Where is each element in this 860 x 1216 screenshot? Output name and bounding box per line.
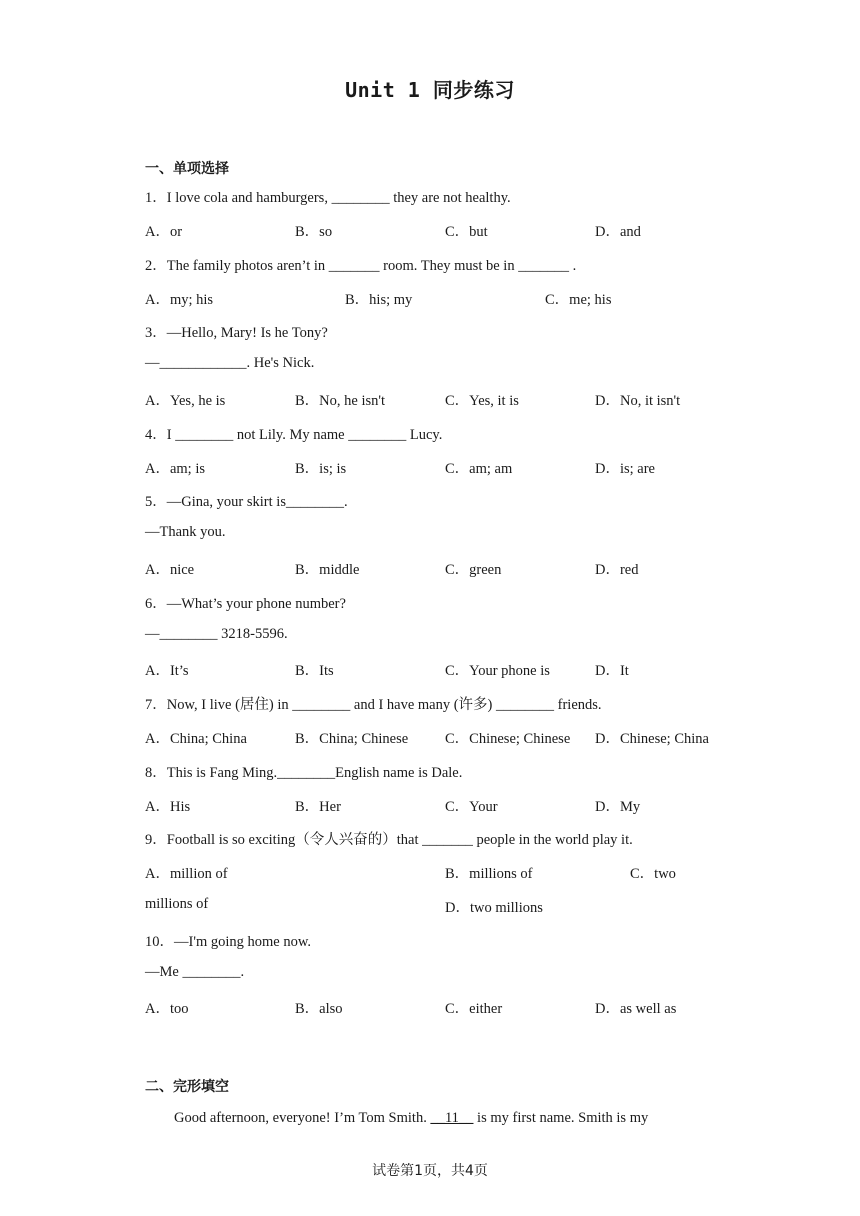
page-footer: 试卷第1页，共4页 <box>372 1163 488 1179</box>
option-a: A．too <box>145 1001 189 1017</box>
option-c: C．Chinese; Chinese <box>445 731 571 747</box>
option-d: D．It <box>595 663 629 679</box>
question-stem: 8．This is Fang Ming.________English name is Dale. <box>145 765 463 781</box>
option-c-continued: millions of <box>145 896 209 912</box>
question-stem: 9．Football is so exciting（令人兴奋的）that _______ people in the world play it. <box>145 832 633 848</box>
question-stem-reply: —________ 3218-5596. <box>145 626 288 642</box>
option-a: A．nice <box>145 562 195 578</box>
option-b: B．so <box>295 224 333 240</box>
question-stem: 1．I love cola and hamburgers, ________ they are not healthy. <box>145 190 511 206</box>
cloze-text: Good afternoon, everyone! I’m Tom Smith. <box>174 1110 431 1126</box>
option-c: C．two <box>630 866 676 882</box>
option-a: A．or <box>145 224 183 240</box>
cloze-blank-11: __11__ <box>430 1110 474 1126</box>
option-d: D．two millions <box>445 900 543 916</box>
question-stem: 10．—I'm going home now. <box>145 934 311 950</box>
option-a: A．am; is <box>145 461 206 477</box>
cloze-paragraph <box>174 1110 648 1127</box>
option-c: C．Your <box>445 799 498 815</box>
option-d: D．and <box>595 224 641 240</box>
option-a: A．It’s <box>145 663 189 679</box>
question-stem-reply: —____________. He's Nick. <box>145 355 315 371</box>
option-b: B．Its <box>295 663 334 679</box>
question-stem: 2．The family photos aren’t in _______ room. They must be in _______ . <box>145 258 577 274</box>
question-stem-reply: —Me ________. <box>145 964 245 980</box>
option-d: D．Chinese; China <box>595 731 709 747</box>
option-d: D．is; are <box>595 461 655 477</box>
question-stem: 6．—What’s your phone number? <box>145 596 346 612</box>
option-b: B．middle <box>295 562 360 578</box>
option-b: B．is; is <box>295 461 347 477</box>
option-c: C．but <box>445 224 488 240</box>
option-b: B．Her <box>295 799 341 815</box>
option-c: C．green <box>445 562 502 578</box>
option-a: A．Yes, he is <box>145 393 226 409</box>
option-a: A．China; China <box>145 731 247 747</box>
option-d: D．No, it isn't <box>595 393 681 409</box>
section-title-single-choice: 一、单项选择 <box>145 161 229 177</box>
question-stem-reply: —Thank you. <box>145 524 226 540</box>
option-d: D．My <box>595 799 641 815</box>
option-c: C．either <box>445 1001 503 1017</box>
option-b: B．China; Chinese <box>295 731 409 747</box>
option-b: B．also <box>295 1001 343 1017</box>
option-a: A．million of <box>145 866 228 882</box>
option-a: A．His <box>145 799 191 815</box>
option-d: D．as well as <box>595 1001 677 1017</box>
option-d: D．red <box>595 562 639 578</box>
option-b: B．No, he isn't <box>295 393 386 409</box>
option-b: B．millions of <box>445 866 533 882</box>
section-title-cloze: 二、完形填空 <box>145 1079 229 1095</box>
page-title: Unit 1 同步练习 <box>345 78 515 102</box>
option-a: A．my; his <box>145 292 214 308</box>
option-c: C．me; his <box>545 292 612 308</box>
option-c: C．Your phone is <box>445 663 550 679</box>
question-stem: 5．—Gina, your skirt is________. <box>145 494 348 510</box>
question-stem: 3．—Hello, Mary! Is he Tony? <box>145 325 328 341</box>
option-b: B．his; my <box>345 292 413 308</box>
option-c: C．Yes, it is <box>445 393 519 409</box>
question-stem: 7．Now, I live (居住) in ________ and I have many (许多) ________ friends. <box>145 697 602 713</box>
cloze-text: is my first name. Smith is my <box>473 1110 649 1126</box>
option-c: C．am; am <box>445 461 513 477</box>
question-stem: 4．I ________ not Lily. My name ________ Lucy. <box>145 427 443 443</box>
